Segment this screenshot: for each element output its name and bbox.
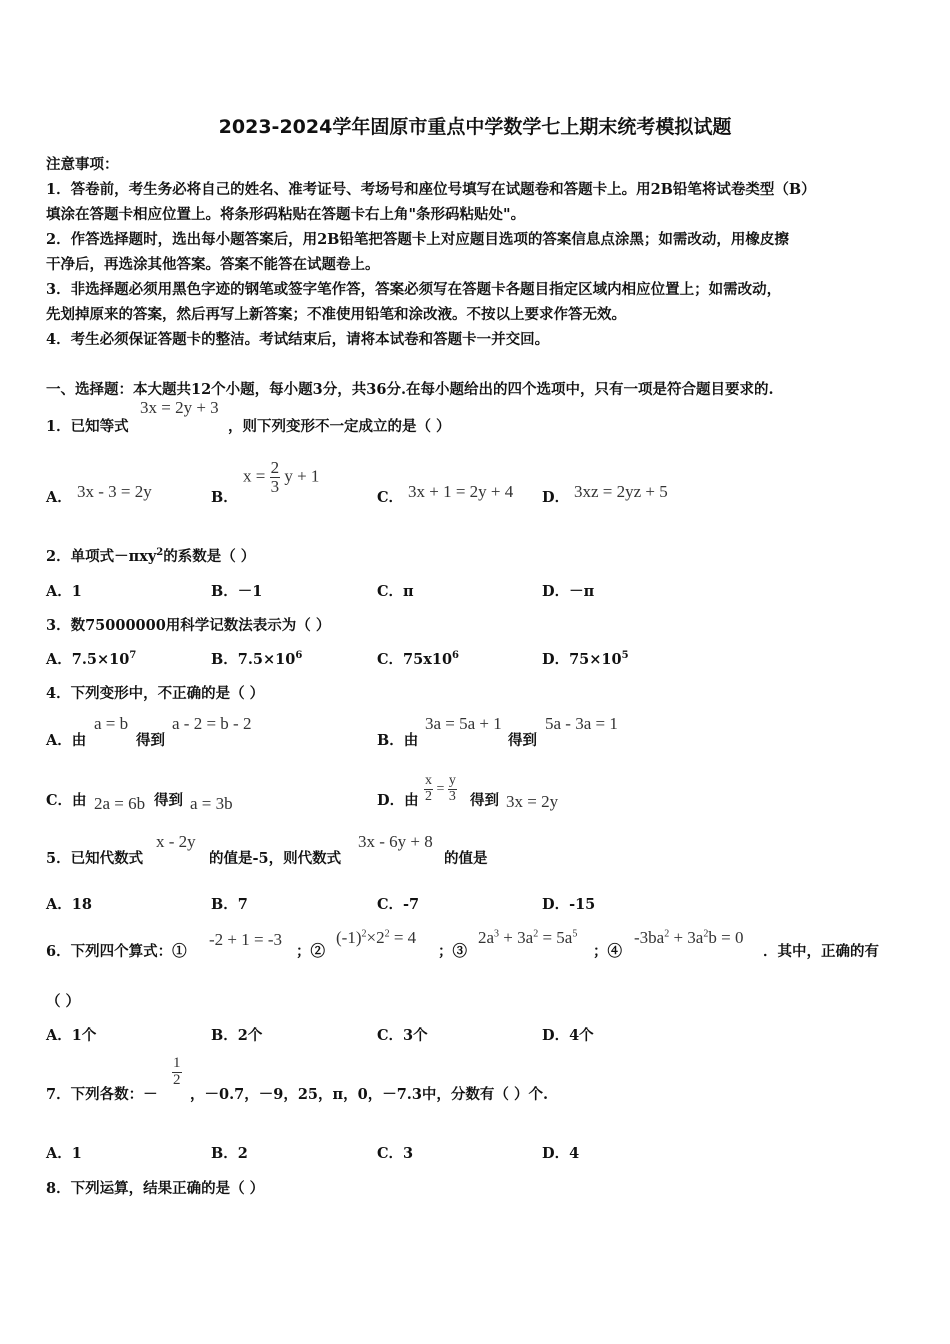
q4-option-a-eq1: a = b <box>94 714 129 733</box>
denominator: 3 <box>270 476 280 496</box>
q5-eq1: x - 2y <box>156 832 196 851</box>
fraction <box>424 774 433 804</box>
q6-option-b: B．2个 <box>211 1027 263 1044</box>
q4-option-d-eq2: 3x = 2y <box>506 792 559 811</box>
notice-line: 干净后，再选涂其他答案。答案不能答在试题卷上。 <box>46 256 380 273</box>
exponent: 2 <box>703 928 709 940</box>
q4-option-c-label: C．由 <box>46 792 87 809</box>
equals: = <box>436 781 445 797</box>
fraction <box>448 774 457 804</box>
numerator: 2 <box>270 458 280 477</box>
q1-option-b <box>243 459 319 496</box>
notice-line: 4．考生必须保证答题卡的整洁。考试结束后，请将本试卷和答题卡一并交回。 <box>46 331 550 348</box>
q3-option-d <box>542 648 629 669</box>
exponent: 2 <box>156 547 164 559</box>
option-text: C．75x10 <box>377 651 453 668</box>
q1-option-a: 3x - 3 = 2y <box>77 482 152 501</box>
q7-option-a: A．1 <box>46 1145 82 1162</box>
q1-option-c-label: C． <box>377 489 404 506</box>
q5-stem-pre: 5．已知代数式 <box>46 850 144 867</box>
q4-option-d-eq1 <box>424 774 457 804</box>
q5-option-c: C．-7 <box>377 896 420 913</box>
numerator: x <box>425 773 432 788</box>
exponent: 6 <box>452 650 460 662</box>
q7-option-b: B．2 <box>211 1145 248 1162</box>
exponent: 2 <box>533 928 539 940</box>
q4-option-a-label: A．由 <box>46 732 87 749</box>
q4-option-c-eq1: 2a = 6b <box>94 794 146 813</box>
q6-option-c: C．3个 <box>377 1027 428 1044</box>
option-text: B．7.5×10 <box>211 651 296 668</box>
numerator: 1 <box>173 1055 181 1071</box>
q1-option-b-lhs: x = <box>243 466 266 486</box>
q5-stem-post: 的值是 <box>444 850 488 867</box>
term: + 3a <box>669 928 704 947</box>
q4-stem: 4．下列变形中，不正确的是（ ） <box>46 685 265 702</box>
term: -3ba <box>634 928 665 947</box>
notice-line: 先划掉原来的答案，然后再写上新答案；不准使用铅笔和涂改液。不按以上要求作答无效。 <box>46 306 626 323</box>
q6-option-a: A．1个 <box>46 1027 97 1044</box>
q4-option-b-eq2: 5a - 3a = 1 <box>545 714 618 733</box>
q8-stem: 8．下列运算，结果正确的是（ ） <box>46 1180 265 1197</box>
q2-option-d: D．－π <box>542 583 595 600</box>
q4-option-a-mid: 得到 <box>136 732 165 749</box>
q5-option-a: A．18 <box>46 896 92 913</box>
exponent: 6 <box>295 650 303 662</box>
q7-stem-post: ，－0.7，－9，25，π，0，－7.3中，分数有（ ）个. <box>190 1086 549 1103</box>
term: = 5a <box>538 928 573 947</box>
q2-option-a: A．1 <box>46 583 82 600</box>
exponent: 5 <box>572 928 578 940</box>
q1-option-d: 3xz = 2yz + 5 <box>574 482 668 501</box>
term: 2a <box>478 928 495 947</box>
q4-option-c-eq2: a = 3b <box>190 794 233 813</box>
q6-eq4 <box>634 928 743 948</box>
q5-option-b: B．7 <box>211 896 248 913</box>
q6-stem-pre: 6．下列四个算式：① <box>46 943 187 960</box>
exponent: 2 <box>384 928 390 940</box>
term: + 3a <box>499 928 534 947</box>
q4-option-b-mid: 得到 <box>508 732 537 749</box>
q1-option-b-label: B． <box>211 489 238 506</box>
q6-eq2 <box>336 928 416 948</box>
denominator: 2 <box>173 1071 181 1088</box>
q1-option-a-label: A． <box>46 489 72 506</box>
q1-equation: 3x = 2y + 3 <box>140 398 219 417</box>
term: b = 0 <box>708 928 744 947</box>
exponent: 2 <box>664 928 670 940</box>
notice-line: 1．答卷前，考生务必将自己的姓名、准考证号、考场号和座位号填写在试题卷和答题卡上。用2B铅笔将试卷类型（B） <box>46 181 816 198</box>
exponent: 2 <box>361 928 367 940</box>
q5-stem-mid: 的值是-5，则代数式 <box>209 850 342 867</box>
q2-option-c: C．π <box>377 583 414 600</box>
q1-stem-post: ，则下列变形不一定成立的是（ ） <box>228 418 451 435</box>
q1-option-d-label: D． <box>542 489 570 506</box>
q4-option-d-label: D．由 <box>377 792 419 809</box>
q3-stem: 3．数75000000用科学记数法表示为（ ） <box>46 617 331 634</box>
q7-stem-pre: 7．下列各数：－ <box>46 1086 158 1103</box>
q4-option-b-eq1: 3a = 5a + 1 <box>425 714 502 733</box>
q2-stem <box>46 545 255 566</box>
q7-option-d: D．4 <box>542 1145 580 1162</box>
denominator: 2 <box>425 788 432 804</box>
q4-option-c-mid: 得到 <box>154 792 183 809</box>
q6-sep2: ；② <box>296 943 325 960</box>
q5-option-d: D．-15 <box>542 896 596 913</box>
notice-line: 填涂在答题卡相应位置上。将条形码粘贴在答题卡右上角"条形码粘贴处"。 <box>46 206 526 223</box>
q1-option-b-rhs: y + 1 <box>284 466 320 486</box>
notice-heading: 注意事项： <box>46 156 119 173</box>
q4-option-a-eq2: a - 2 = b - 2 <box>172 714 252 733</box>
q3-option-b <box>211 648 302 669</box>
numerator: y <box>448 773 456 788</box>
q6-paren: （ ） <box>46 993 81 1010</box>
fraction <box>172 1056 182 1089</box>
q7-fraction <box>172 1056 182 1089</box>
q6-eq1: -2 + 1 = -3 <box>209 930 282 949</box>
section-heading: 一、选择题：本大题共12个小题，每小题3分，共36分.在每小题给出的四个选项中，只有一项是符合题目要求的. <box>46 381 774 398</box>
q1-option-c: 3x + 1 = 2y + 4 <box>408 482 514 501</box>
term: (-1) <box>336 928 362 947</box>
q2-stem-post: 的系数是（ ） <box>163 548 256 565</box>
q6-sep3: ；③ <box>438 943 467 960</box>
q6-eq3 <box>478 928 577 948</box>
notice-line: 3．非选择题必须用黑色字迹的钢笔或签字笔作答，答案必须写在答题卡各题目指定区域内相应位置上；如需改动， <box>46 281 782 298</box>
q2-stem-pre: 2．单项式－πxy <box>46 548 157 565</box>
q3-option-a <box>46 648 136 669</box>
q4-option-b-label: B．由 <box>377 732 419 749</box>
exponent: 7 <box>129 650 137 662</box>
q1-stem-pre: 1．已知等式 <box>46 418 129 435</box>
q6-stem-post: ．其中，正确的有 <box>763 943 879 960</box>
page-title: 2023-2024学年固原市重点中学数学七上期末统考模拟试题 <box>218 116 732 138</box>
q4-option-d-mid: 得到 <box>470 792 499 809</box>
q5-eq2: 3x - 6y + 8 <box>358 832 433 851</box>
term: ×2 <box>366 928 385 947</box>
term: = 4 <box>389 928 417 947</box>
q6-option-d: D．4个 <box>542 1027 594 1044</box>
exponent: 3 <box>494 928 500 940</box>
q3-option-c <box>377 648 459 669</box>
q2-option-b: B．－1 <box>211 583 263 600</box>
q6-sep4: ；④ <box>593 943 622 960</box>
option-text: A．7.5×10 <box>46 651 130 668</box>
option-text: D．75×10 <box>542 651 622 668</box>
denominator: 3 <box>448 788 456 804</box>
exponent: 5 <box>621 650 629 662</box>
q7-option-c: C．3 <box>377 1145 414 1162</box>
fraction <box>270 459 281 496</box>
notice-line: 2．作答选择题时，选出每小题答案后，用2B铅笔把答题卡上对应题目选项的答案信息点涂黑；如需改动，用橡皮擦 <box>46 231 789 248</box>
